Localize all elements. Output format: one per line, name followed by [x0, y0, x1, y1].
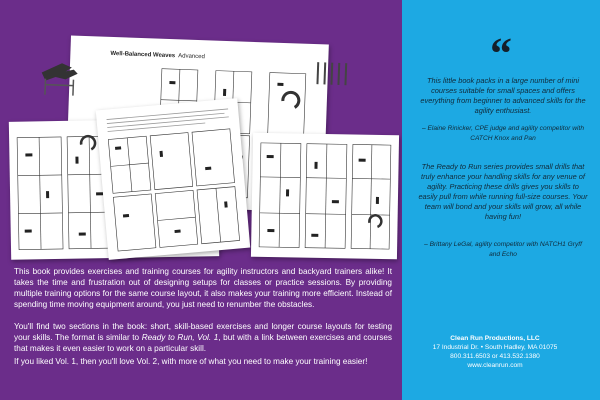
sample-page-title: Well-Balanced Weaves Advanced [110, 50, 205, 61]
publisher-name: Clean Run Productions, LLC [450, 335, 540, 342]
publisher-info [400, 334, 590, 370]
publisher-phone: 800.311.6503 or 413.532.1380 [450, 353, 540, 360]
testimonial-1: This little book packs in a large number of mini courses suitable for small spaces and offers everything from beginner to advanced skills for the agility enthusiast. [420, 76, 586, 115]
dog-jump-illustration [33, 48, 91, 98]
sample-page-text [96, 98, 251, 260]
sample-pages-collage [10, 38, 400, 260]
description-paragraph-2: You'll find two sections in the book: short, skill-based exercises and longer course layouts for testing your skills. The format is similar to Ready to Run, Vol. 1, but with a link between exercises and courses that makes it even easier to work on a particular skill. [14, 322, 393, 353]
description-paragraph-3: If you liked Vol. 1, then you'll love Vol. 2, with more of what you need to make your training easier! [14, 357, 368, 366]
description-paragraph-1: This book provides exercises and training courses for agility instructors and backyard trainers alike! It takes the time and frustration out of designing setups for classes or practice sessions. By providing multiple training options for the same course layout, it also makes your training more efficient. Instead of spending time moving equipment around, you just need to renumber the obstacles. [14, 267, 392, 309]
publisher-website[interactable]: www.cleanrun.com [467, 362, 523, 369]
testimonial-1-attribution: – Elaine Rinicker, CPE judge and agility competitor with CATCH Knox and Pan [422, 125, 584, 142]
quote-mark-icon: “ [490, 29, 512, 78]
publisher-address: 17 Industrial Dr. • South Hadley, MA 01075 [432, 344, 558, 351]
weave-poles-illustration [313, 56, 354, 87]
course-diagram-grid [257, 141, 393, 253]
testimonial-2-attribution: – Brittany LeGal, agility competitor with NATCH1 Gryff and Echo [424, 241, 582, 258]
sample-page-content [104, 105, 242, 253]
sample-page-right [251, 133, 399, 260]
testimonial-2: The Ready to Run series provides small drills that truly enhance your handling skills for any venue of agility. Practicing these drills gives you skills to easily pull from while running full-size courses. Your team will bond and your skills will grow, all while having fun! [418, 162, 588, 221]
